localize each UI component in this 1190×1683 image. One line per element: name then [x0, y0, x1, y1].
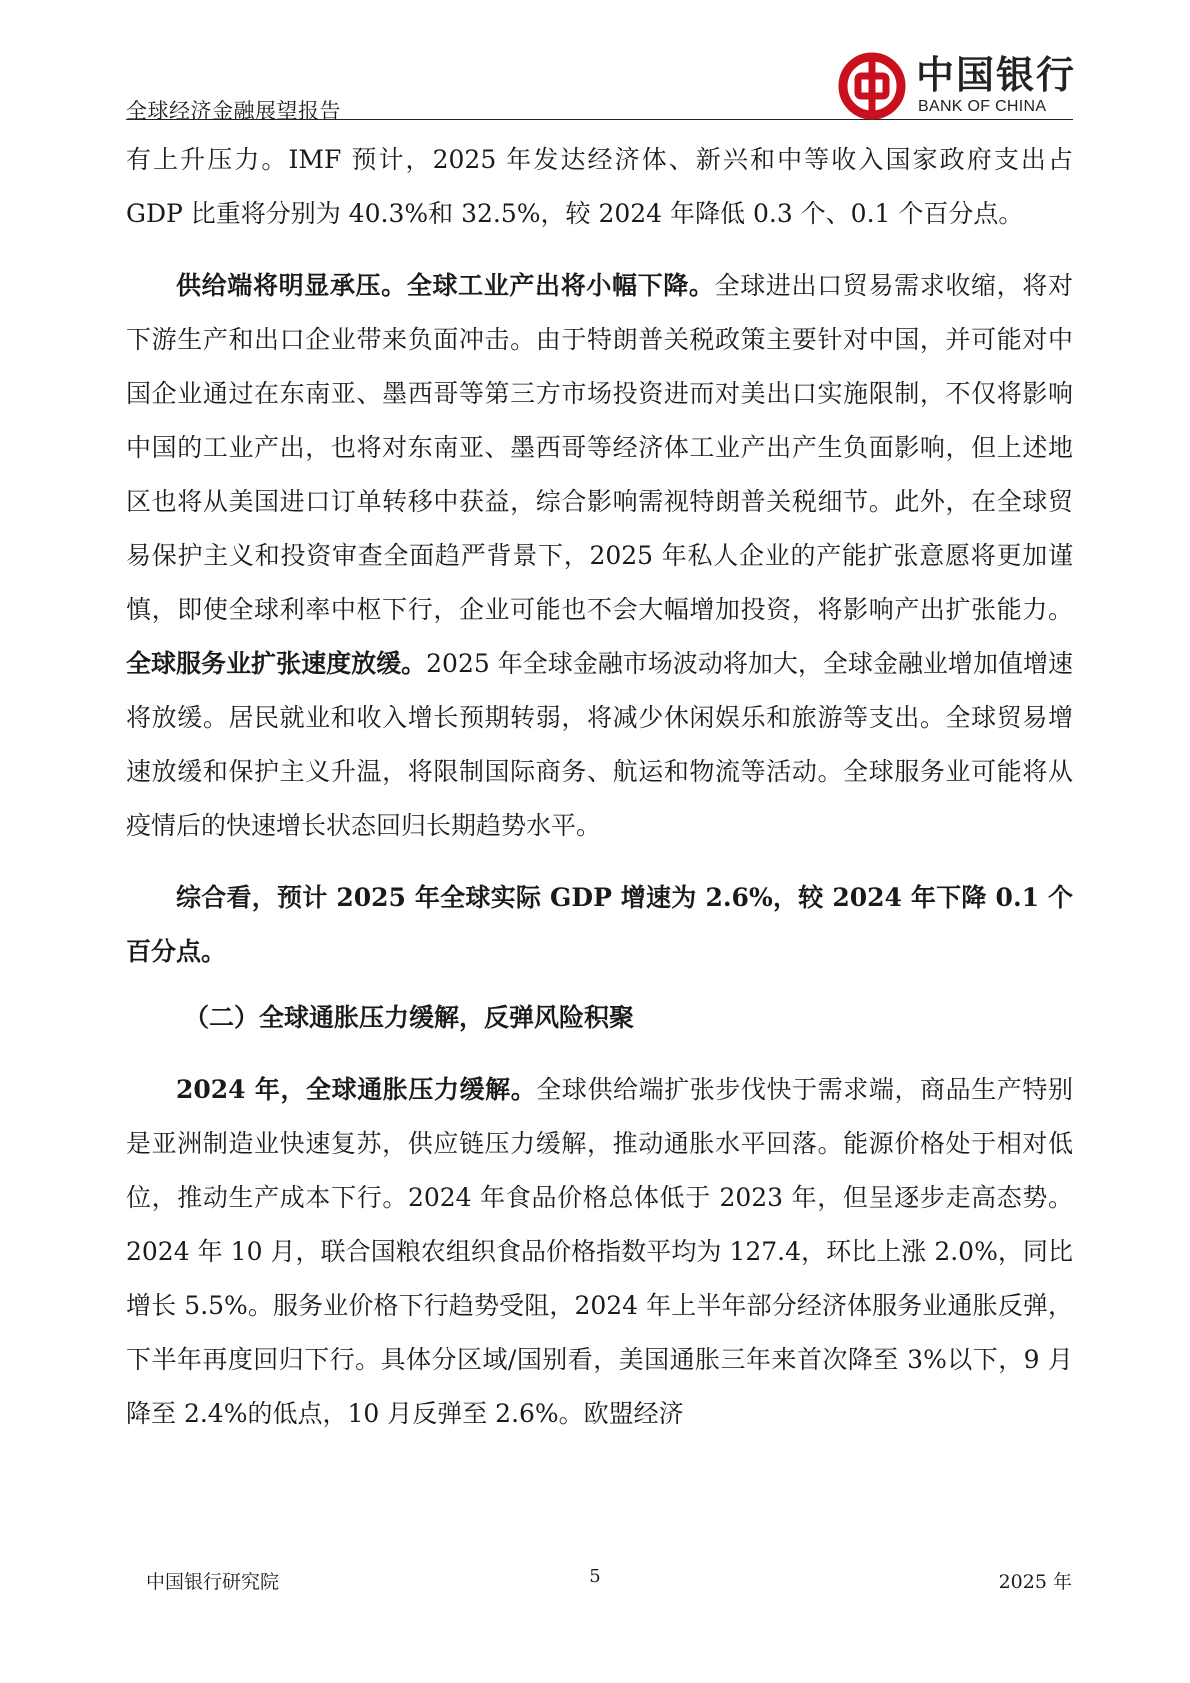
text-industrial-output: 全球进出口贸易需求收缩，将对下游生产和出口企业带来负面冲击。由于特朗普关税政策主要针对中国，并可能对中国企业通过在东南亚、墨西哥等第三方市场投资进而对美出口实施限制，不仅将影响中国的工业产出，也将对东南亚、墨西哥等经济体工业产出产生负面影响，但上述地区也将从美国进口订单转移中获益，综合影响需视特朗普关税细节。此外，在全球贸易保护主义和投资审查全面趋严背景下，2025 年私人企业的产能扩张意愿将更加谨慎，即使全球利率中枢下行，企业可能也不会大幅增加投资，将影响产出扩张能力。 [126, 271, 1073, 624]
logo-english-name: BANK OF CHINA [918, 98, 1047, 115]
footer-year: 2025 年 [998, 1571, 1072, 1593]
paragraph-inflation [126, 1063, 1073, 1441]
lead-services-slowdown: 全球服务业扩张速度放缓。 [126, 649, 427, 678]
paragraph-gdp-summary [126, 871, 1073, 979]
page-number: 5 [589, 1566, 601, 1587]
text-inflation: 全球供给端扩张步伐快于需求端，商品生产特别是亚洲制造业快速复苏，供应链压力缓解，推动通胀水平回落。能源价格处于相对低位，推动生产成本下行。2024 年食品价格总体低于 2023 年，但呈逐步走高态势。2024 年 10 月，联合国粮农组织食品价格指数平均为 127.4，环比上涨 2.0%，同比增长 5.5%。服务业价格下行趋势受阻，2024 年上半年部分经济体服务业通胀反弹，下半年再度回归下行。具体分区域/国别看，美国通胀三年来首次降至 3%以下，9 月降至 2.4%的低点，10 月反弹至 2.6%。欧盟经济 [126, 1075, 1073, 1428]
paragraph-supply-side [126, 259, 1073, 853]
lead-gdp-forecast: 综合看，预计 2025 年全球实际 GDP 增速为 2.6%，较 2024 年下降 0.1 个百分点。 [126, 883, 1073, 966]
logo-chinese-name: 中国银行 [916, 52, 1077, 97]
section-heading-inflation: （二）全球通胀压力缓解，反弹风险积聚 [184, 1003, 635, 1032]
lead-supply-pressure: 供给端将明显承压。全球工业产出将小幅下降。 [176, 271, 715, 300]
report-title: 全球经济金融展望报告 [126, 99, 341, 123]
text-services: 2025 年全球金融市场波动将加大，全球金融业增加值增速将放缓。居民就业和收入增长预期转弱，将减少休闲娱乐和旅游等支出。全球贸易增速放缓和保护主义升温，将限制国际商务、航运和物流等活动。全球服务业可能将从疫情后的快速增长状态回归长期趋势水平。 [126, 649, 1073, 840]
lead-inflation-eased: 2024 年，全球通胀压力缓解。 [176, 1075, 537, 1104]
bank-logo [838, 52, 1078, 120]
report-body [126, 133, 1073, 1441]
bank-of-china-emblem-icon [838, 52, 906, 120]
footer-institute: 中国银行研究院 [146, 1571, 280, 1593]
paragraph-gov-spending: 有上升压力。IMF 预计，2025 年发达经济体、新兴和中等收入国家政府支出占 GDP 比重将分别为 40.3%和 32.5%，较 2024 年降低 0.3 个、0.1 个百分点。 [126, 145, 1073, 228]
